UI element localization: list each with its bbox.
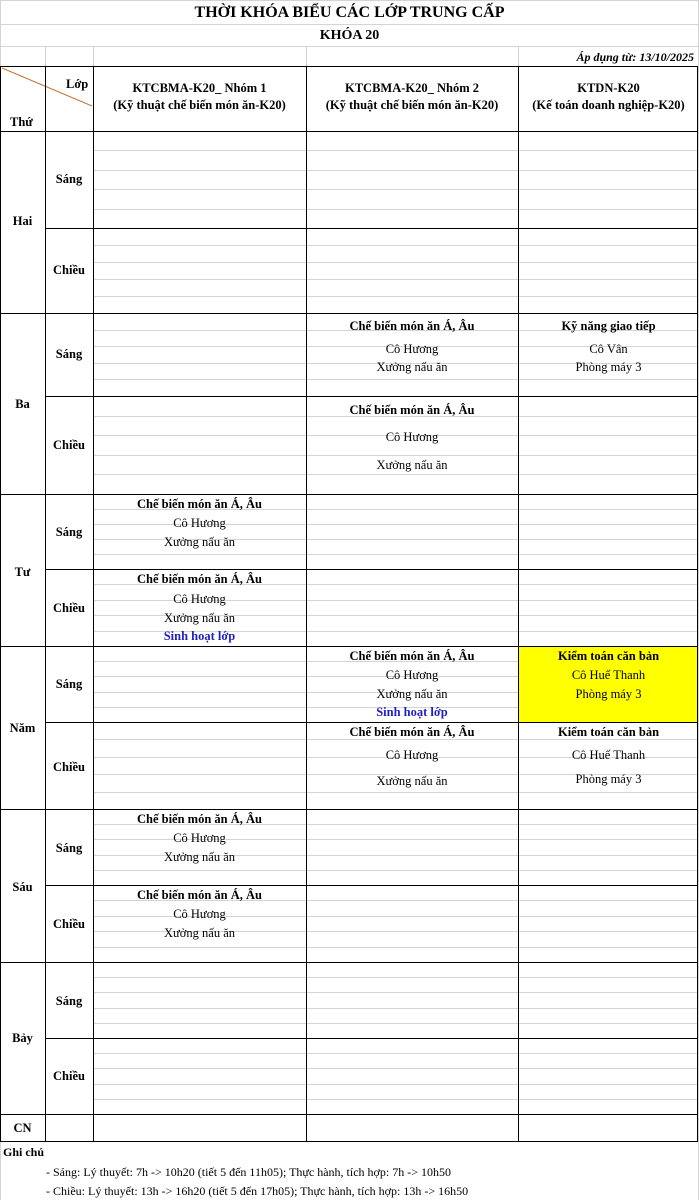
schedule-cell [93,810,306,885]
grid-line [0,66,698,67]
subject-name: Chế biến món ăn Á, Âu [136,812,263,826]
grid-line [45,66,46,1141]
page-subtitle: KHÓA 20 [319,28,380,43]
grid-line [0,494,698,495]
teacher-name: Cô Hương [173,516,226,530]
subject-name: Chế biến món ăn Á, Âu [136,572,263,586]
subject-name: Kỹ năng giao tiếp [561,319,656,333]
subject-name: Kiểm toán căn bản [557,725,660,739]
class-activity-note: Sinh hoạt lớp [376,705,448,719]
grid-line [93,209,698,210]
grid-line [518,66,519,1141]
session-label-chieu: Chiều [53,263,85,277]
class-activity-note: Sinh hoạt lớp [163,629,236,643]
apply-date: Áp dụng từ: 13/10/2025 [576,50,694,64]
schedule-cell [306,397,518,493]
grid-line [93,170,698,171]
subject-name: Chế biến món ăn Á, Âu [136,497,263,511]
session-label-sang: Sáng [55,994,83,1008]
teacher-name: Cô Hương [385,430,439,444]
corner-label-day: Thứ [10,115,33,129]
schedule-cell [306,647,518,722]
grid-line [0,809,698,810]
session-label-sang: Sáng [55,677,83,691]
room-name: Xưởng nấu ăn [376,458,448,472]
day-label-ba: Ba [15,397,30,411]
class-code: KTCBMA-K20_ Nhóm 2 [344,81,480,95]
class-code: KTDN-K20 [577,81,640,95]
room-name: Xưởng nấu ăn [376,687,448,701]
grid-line [45,885,698,886]
grid-line [93,262,698,263]
teacher-name: Cô Huế Thanh [571,748,646,762]
session-label-chieu: Chiều [53,438,85,452]
room-name: Xưởng nấu ăn [163,850,235,864]
class-name: (Kỹ thuật chế biến món ăn-K20) [113,98,286,112]
day-label-nam: Năm [9,721,36,735]
session-label-chieu: Chiều [53,601,85,615]
teacher-name: Cô Hương [173,831,226,845]
grid-line [0,66,1,1141]
subject-name: Chế biến món ăn Á, Âu [349,725,475,739]
class-name: (Kỹ thuật chế biến món ăn-K20) [325,98,499,112]
grid-line [0,131,698,132]
grid-line [45,722,698,723]
room-name: Phòng máy 3 [575,687,642,701]
schedule-cell [93,495,306,569]
grid-line [93,1068,698,1069]
teacher-name: Cô Hương [385,342,439,356]
notes-heading: Ghi chú [3,1145,45,1159]
schedule-cell-highlighted [518,647,699,722]
schedule-cell [518,315,699,395]
session-label-chieu: Chiều [53,760,85,774]
note-morning: - Sáng: Lý thuyết: 7h -> 10h20 (tiết 5 đến 11h05); Thực hành, tích hợp: 7h -> 10h50 [46,1165,451,1179]
grid-line [45,569,698,570]
grid-line [93,977,698,978]
grid-line [45,396,698,397]
room-name: Phòng máy 3 [575,360,642,374]
teacher-name: Cô Hương [385,748,439,762]
corner-label-class: Lớp [66,77,89,91]
grid-line [45,228,698,229]
room-name: Phòng máy 3 [575,772,642,786]
subject-name: Kiểm toán căn bản [557,649,660,663]
grid-line [93,1099,698,1100]
grid-line [93,279,698,280]
grid-line [93,245,698,246]
room-name: Xưởng nấu ăn [163,535,235,549]
grid-line [93,1053,698,1054]
note-afternoon: - Chiều: Lý thuyết: 13h -> 16h20 (tiết 5 đến 17h05); Thực hành, tích hợp: 13h -> 16h50 [46,1184,469,1198]
grid-line [93,992,698,993]
schedule-cell [306,315,518,395]
teacher-name: Cô Hương [173,592,226,606]
subject-name: Chế biến món ăn Á, Âu [349,649,475,663]
page-title: THỜI KHÓA BIỂU CÁC LỚP TRUNG CẤP [194,4,505,21]
room-name: Xưởng nấu ăn [376,774,448,788]
teacher-name: Cô Hương [385,668,439,682]
class-code: KTCBMA-K20_ Nhóm 1 [132,81,267,95]
session-label-sang: Sáng [55,841,83,855]
teacher-name: Cô Vân [589,342,628,356]
room-name: Xưởng nấu ăn [163,611,235,625]
grid-line [93,1023,698,1024]
schedule-cell [306,724,518,808]
subject-name: Chế biến món ăn Á, Âu [136,888,263,902]
session-label-chieu: Chiều [53,1069,85,1083]
class-header-3 [518,80,699,114]
room-name: Xưởng nấu ăn [163,926,235,940]
grid-line [0,1114,698,1115]
schedule-cell [518,724,699,808]
session-label-sang: Sáng [55,172,83,186]
schedule-cell [93,886,306,961]
room-name: Xưởng nấu ăn [376,360,448,374]
teacher-name: Cô Hương [173,907,226,921]
grid-line [93,296,698,297]
day-label-tu: Tư [14,565,31,579]
teacher-name: Cô Huế Thanh [571,668,646,682]
session-label-sang: Sáng [55,525,83,539]
subject-name: Chế biến món ăn Á, Âu [349,319,475,333]
day-label-cn: CN [13,1121,32,1135]
grid-line [93,66,94,1141]
class-header-1 [93,80,306,114]
grid-line [93,1084,698,1085]
grid-line [0,1141,698,1142]
class-header-2 [306,80,518,114]
session-label-chieu: Chiều [53,917,85,931]
grid-line [93,1008,698,1009]
day-label-sau: Sáu [12,880,33,894]
grid-line [93,150,698,151]
grid-line [93,189,698,190]
schedule-cell [93,570,306,645]
grid-line [306,66,307,1141]
subject-name: Chế biến món ăn Á, Âu [349,403,475,417]
grid-line [0,313,698,314]
grid-line [0,646,698,647]
class-name: (Kế toán doanh nghiệp-K20) [532,98,685,112]
session-label-sang: Sáng [55,347,83,361]
grid-line [0,962,698,963]
day-label-bay: Bảy [12,1031,33,1045]
grid-line [697,66,698,1141]
day-label-hai: Hai [12,214,33,228]
grid-line [45,1038,698,1039]
